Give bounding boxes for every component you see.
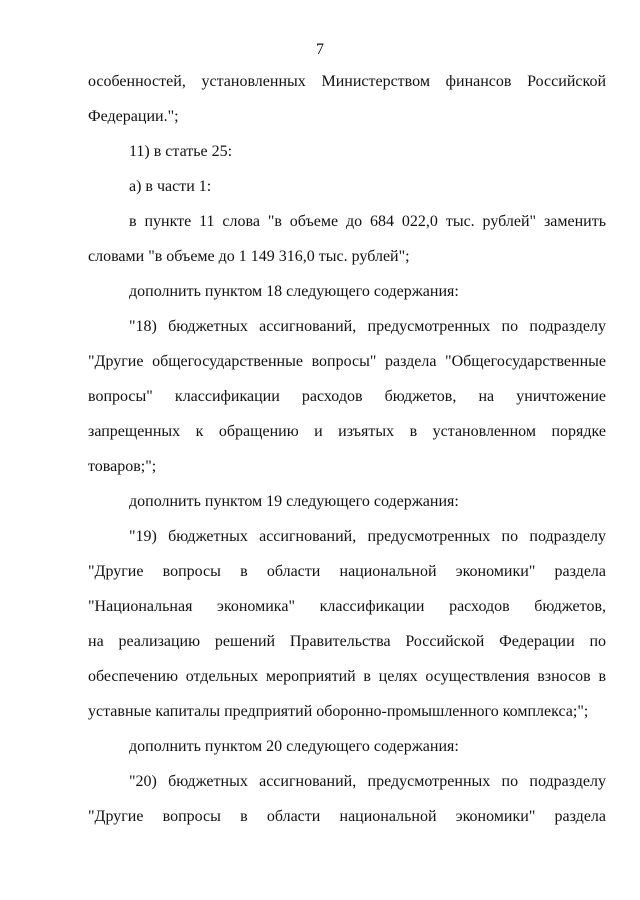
paragraph-line: словами "в объеме до 1 149 316,0 тыс. рублей"; xyxy=(88,248,410,265)
document-body xyxy=(88,64,606,834)
paragraph-line: "18) бюджетных ассигнований, предусмотренных по подразделу xyxy=(129,318,606,335)
paragraph-line: дополнить пунктом 19 следующего содержания: xyxy=(129,493,459,510)
paragraph-line: "Национальная экономика" классификации расходов бюджетов, xyxy=(88,598,606,615)
paragraph-line: уставные капиталы предприятий оборонно-промышленного комплекса;"; xyxy=(88,703,589,720)
paragraph-line: "Другие вопросы в области национальной экономики" раздела xyxy=(88,808,606,825)
paragraph-line: "Другие вопросы в области национальной экономики" раздела xyxy=(88,563,606,580)
paragraph-line: обеспечению отдельных мероприятий в целях осуществления взносов в xyxy=(88,668,606,685)
paragraph-line: "20) бюджетных ассигнований, предусмотренных по подразделу xyxy=(129,773,606,790)
paragraph-line: в пункте 11 слова "в объеме до 684 022,0 тыс. рублей" заменить xyxy=(129,213,606,230)
paragraph-line: дополнить пунктом 18 следующего содержания: xyxy=(129,283,459,300)
paragraph-line: особенностей, установленных Министерством финансов Российской xyxy=(88,73,606,90)
paragraph-line: а) в части 1: xyxy=(129,178,212,195)
paragraph-line: запрещенных к обращению и изъятых в установленном порядке xyxy=(88,423,606,440)
paragraph-line: вопросы" классификации расходов бюджетов, на уничтожение xyxy=(88,388,606,405)
paragraph-line: Федерации."; xyxy=(88,108,179,125)
paragraph-line: "19) бюджетных ассигнований, предусмотренных по подразделу xyxy=(129,528,606,545)
page-number: 7 xyxy=(316,41,324,58)
paragraph-line: 11) в статье 25: xyxy=(129,143,233,160)
paragraph-line: товаров;"; xyxy=(88,458,157,475)
paragraph-line: дополнить пунктом 20 следующего содержания: xyxy=(129,738,459,755)
paragraph-line: на реализацию решений Правительства Российской Федерации по xyxy=(88,633,606,650)
paragraph-line: "Другие общегосударственные вопросы" раздела "Общегосударственные xyxy=(88,353,606,370)
